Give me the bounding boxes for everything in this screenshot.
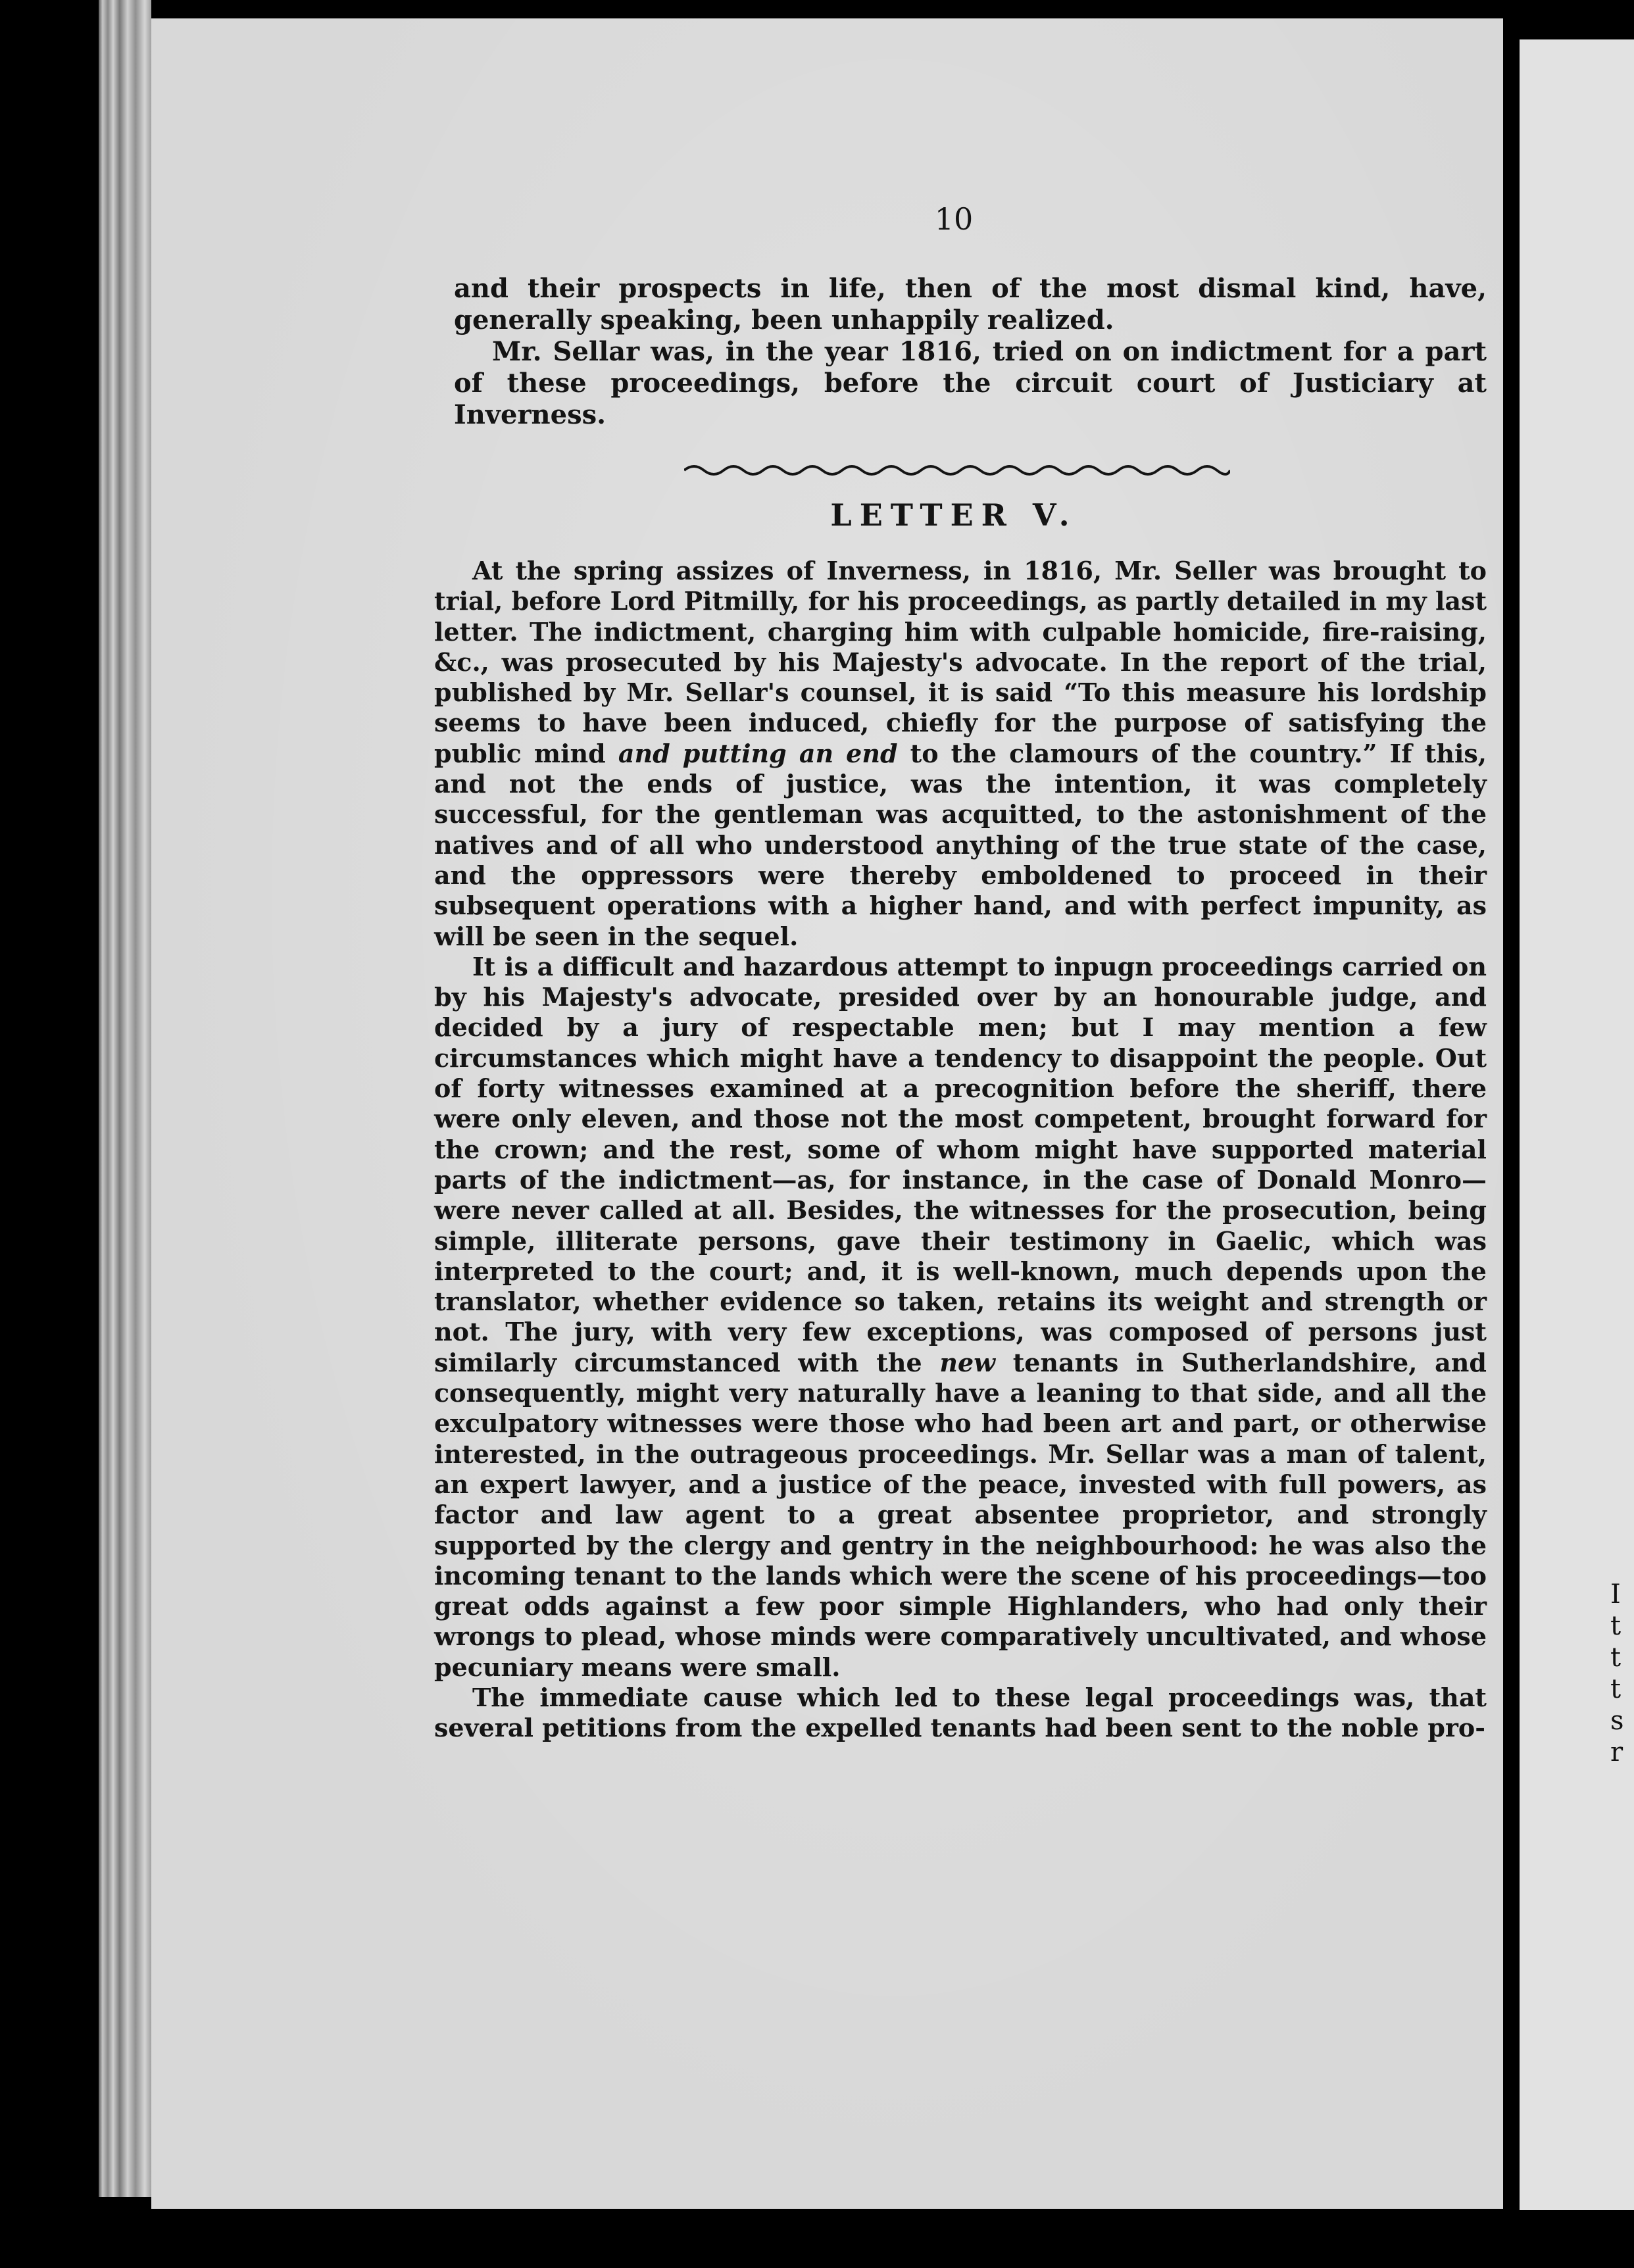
- body-paragraph: [434, 1683, 1487, 1744]
- paragraph-text: tenants in Sutherlandshire, and consequently, might very naturally have a leaning to that side, and all the exculpatory witnesses were those who had been art and part, or otherwise interested, in the outrageous proceedings. Mr. Sellar was a man of talent, an expert lawyer, and a justice of the peace, invested with full powers, as factor and law agent to a great absentee proprietor, and strongly supported by the clergy and gentry in the neighbourhood: he was also the incoming tenant to the lands which were the scene of his proceedings—too great odds against a few poor simple Highlanders, who had only their wrongs to plead, whose minds were comparatively uncultivated, and whose pecuniary means were small.: [434, 1347, 1487, 1682]
- paragraph-text: It is a difficult and hazardous attempt to inpugn proceedings carried on by his Majesty's advocate, presided over by an honourable judge, and decided by a jury of respectable men; but I may mention a few circumstances which might have a tendency to disappoint the people. Out of forty witnesses examined at a precognition before the sheriff, there were only eleven, and those not the most competent, brought forward for the crown; and the rest, some of whom might have supported material parts of the indictment—as, for instance, in the case of Donald Monro—were never called at all. Besides, the witnesses for the prosecution, being simple, illiterate persons, gave their testimony in Gaelic, which was interpreted to the court; and, it is well-known, much depends upon the translator, whether evidence so taken, retains its weight and strength or not. The jury, with very few exceptions, was composed of persons just similarly circumstanced with the: [434, 951, 1487, 1377]
- paragraph-text: At the spring assizes of Inverness, in 1816, Mr. Seller was brought to trial, before Lord Pitmilly, for his proceedings, as partly detailed in my last letter. The indictment, charging him with culpable homicide, fire-raising, &c., was prosecuted by his Majesty's advocate. In the report of the trial, published by Mr. Sellar's counsel, it is said “To this measure his lordship seems to have been induced, chiefly for the purpose of satisfying the public mind: [434, 556, 1487, 768]
- paragraph-text: The immediate cause which led to these legal proceedings was, that several petitions from the expelled tenants had been sent to the noble pro-: [434, 1682, 1487, 1743]
- book-binding-edge: [99, 0, 151, 2197]
- body-paragraph: [434, 556, 1487, 952]
- wavy-divider-ornament: [684, 457, 1230, 483]
- facing-fragment: t: [1610, 1642, 1622, 1673]
- facing-page-edge: [1520, 39, 1634, 2210]
- body-paragraph: [434, 952, 1487, 1683]
- letter-heading: LETTER V.: [830, 497, 1077, 533]
- facing-fragment: t: [1610, 1674, 1622, 1704]
- facing-fragment: t: [1610, 1611, 1622, 1641]
- paragraph-text: to the clamours of the country.” If this, and not the ends of justice, was the intention, it was completely successful, for the gentleman was acquitted, to the astonishment of the natives and of all who understood anything of the true state of the case, and the oppressors were thereby emboldened to proceed in their subsequent operations with a higher hand, and with perfect impunity, as will be seen in the sequel.: [434, 738, 1487, 951]
- opening-text: [454, 273, 1487, 431]
- emphasized-text: and putting an end: [618, 738, 898, 768]
- emphasized-text: new: [939, 1347, 995, 1377]
- facing-fragment: I: [1610, 1579, 1621, 1610]
- letter-body: [434, 556, 1487, 1744]
- facing-fragment: r: [1610, 1737, 1623, 1767]
- intro-paragraph: Mr. Sellar was, in the year 1816, tried on on indictment for a part of these proceedings, before the circuit court of Justiciary at Inverness.: [454, 336, 1487, 430]
- page-number: 10: [934, 201, 974, 237]
- facing-fragment: s: [1610, 1706, 1624, 1736]
- facing-page-text-fragments: [1610, 1579, 1634, 1768]
- continued-paragraph: and their prospects in life, then of the most dismal kind, have, generally speaking, been unhappily realized.: [454, 273, 1487, 335]
